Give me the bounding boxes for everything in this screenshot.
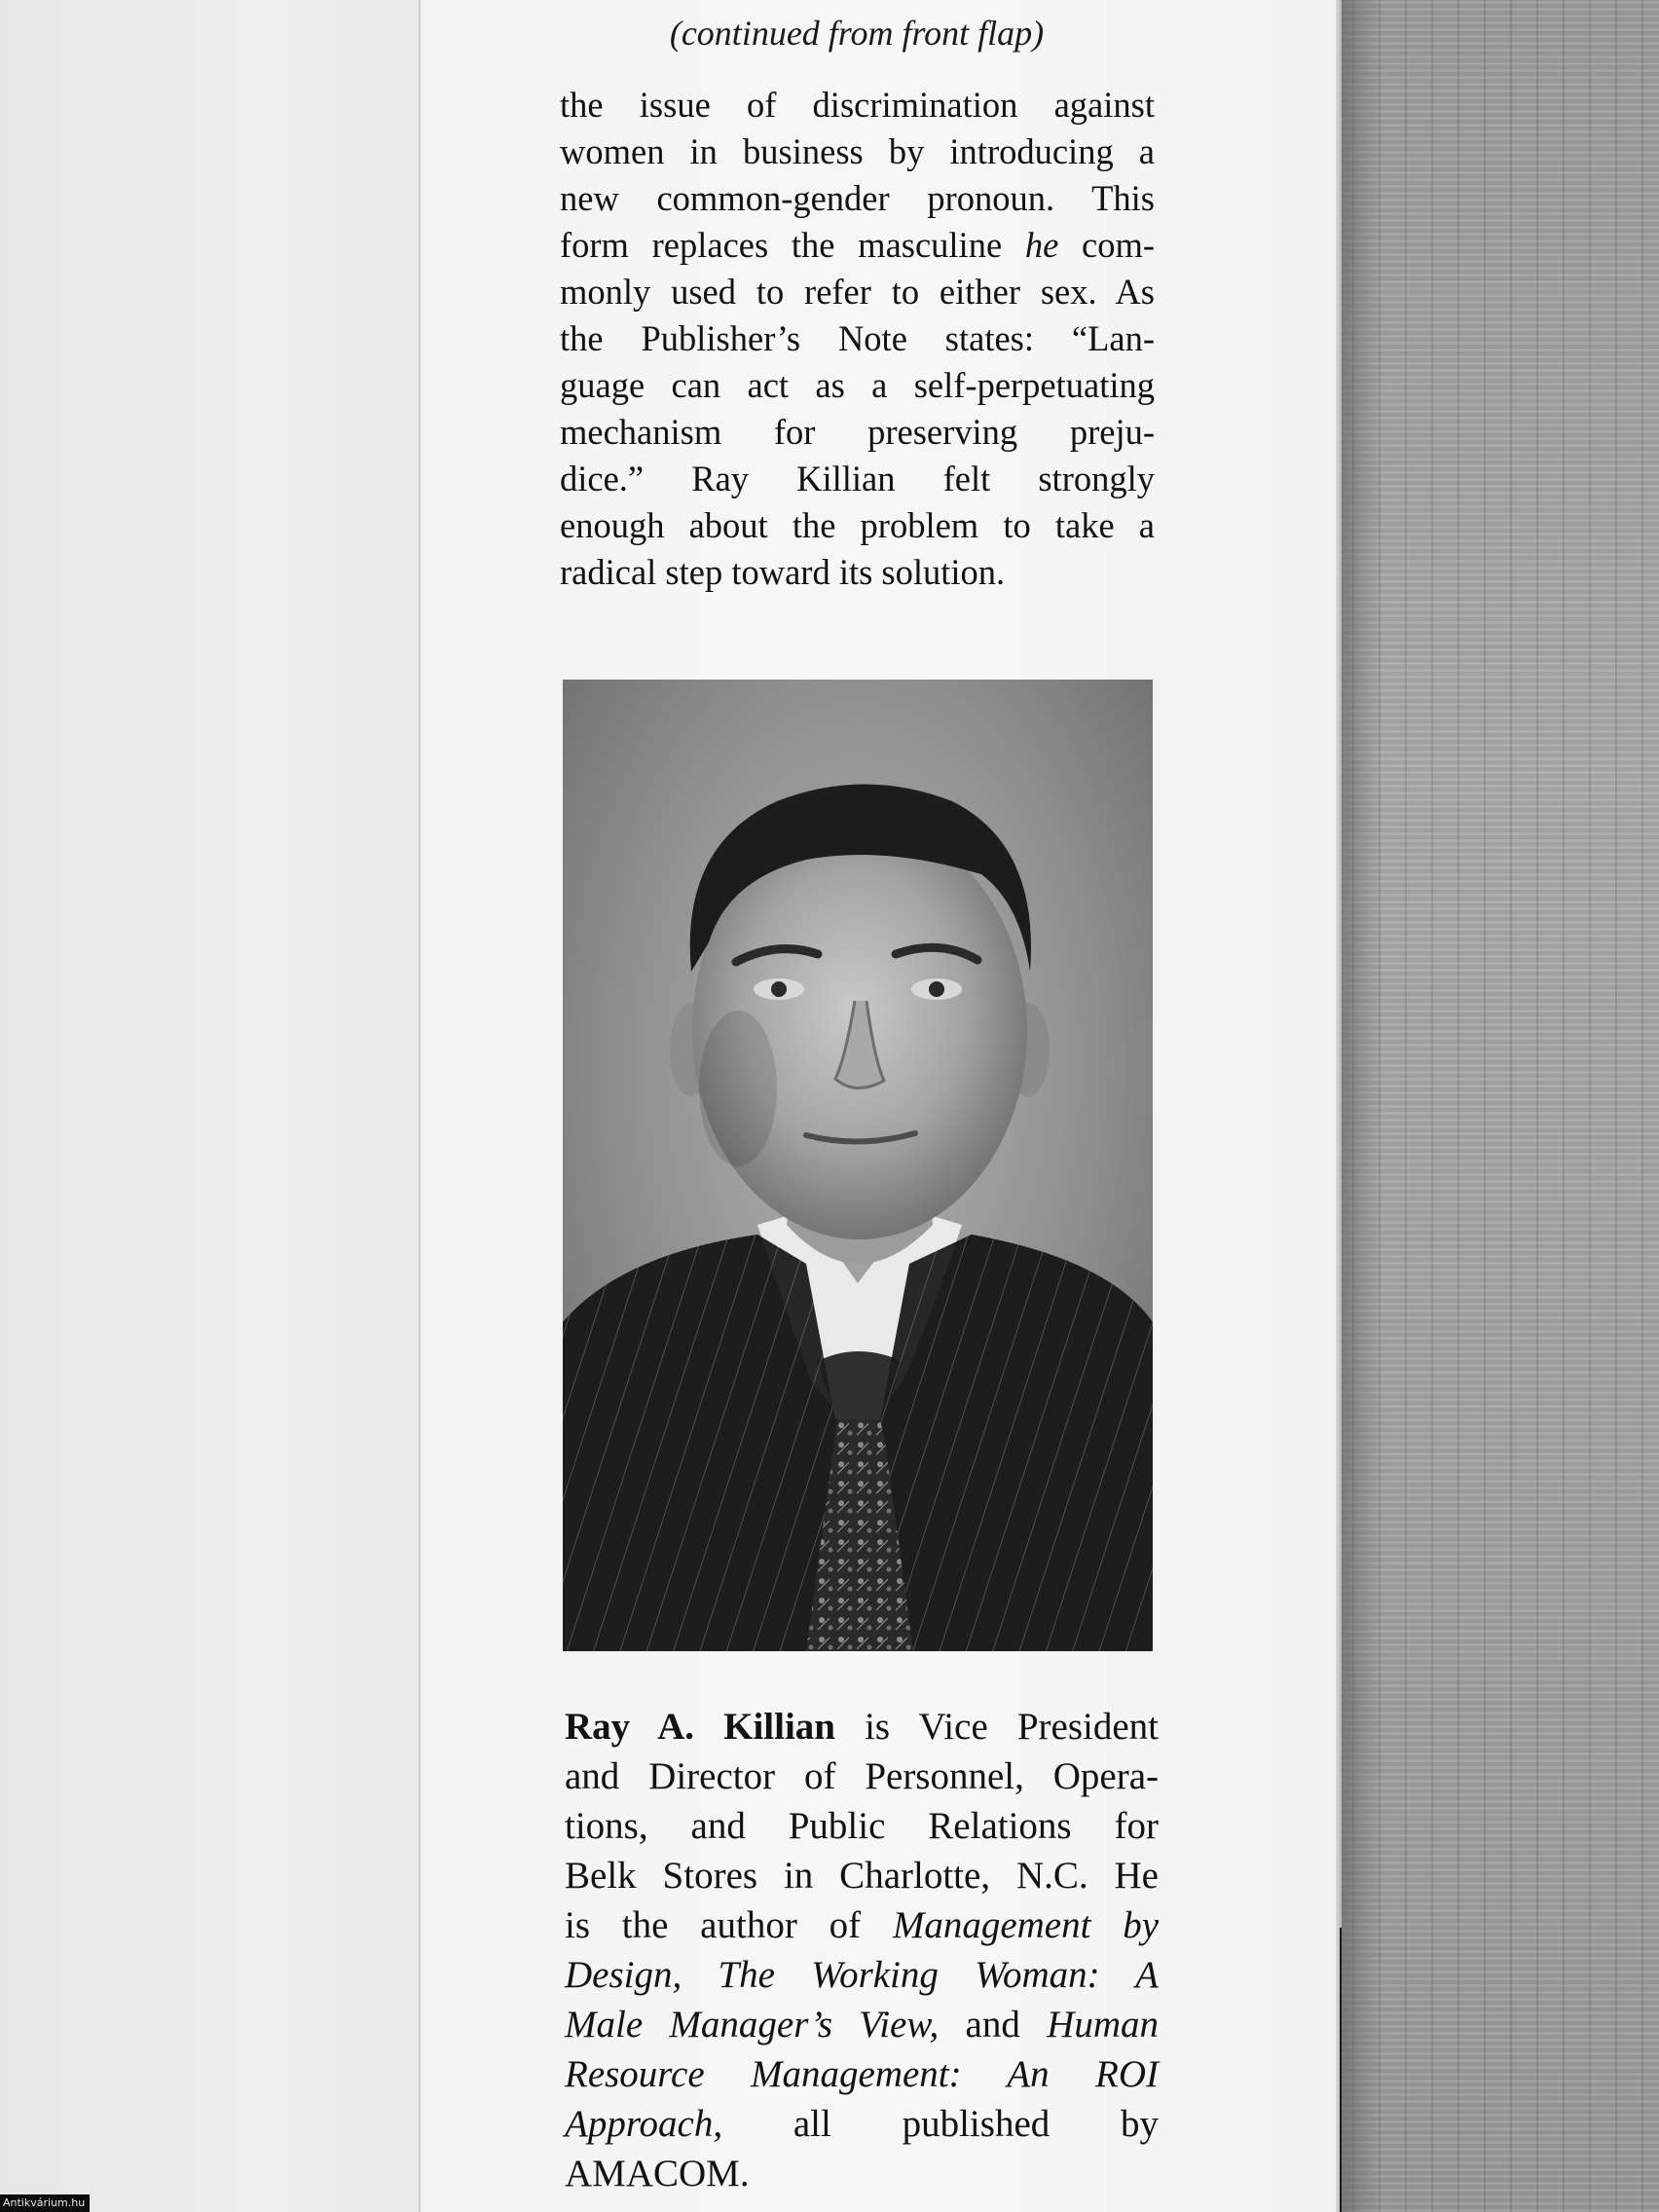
bio-text: is Vice President: [834, 1706, 1159, 1748]
intro-line: [560, 222, 1155, 269]
cover-board-texture: [1342, 0, 1659, 2212]
intro-line: monly used to refer to either sex. As: [560, 272, 1155, 312]
book-title: Male Manager’s View,: [565, 2004, 940, 2046]
emphasis-word: he: [1024, 225, 1059, 265]
intro-line: guage can act as a self-perpetuating: [560, 365, 1155, 405]
bio-text: all published by: [722, 2103, 1159, 2145]
intro-line: dice.” Ray Killian felt strongly: [560, 459, 1155, 498]
portrait-illustration: [563, 680, 1153, 1651]
intro-line: women in business by introducing a: [560, 131, 1155, 171]
bio-line: [565, 2099, 1159, 2149]
bio-text: is the author of: [565, 1904, 893, 1946]
intro-text: com-: [1058, 225, 1156, 265]
bio-line: tions, and Public Relations for: [565, 1805, 1159, 1847]
bio-line: AMACOM.: [565, 2153, 750, 2194]
bio-line: [565, 2000, 1159, 2049]
continued-label: (continued from front flap): [669, 14, 1045, 53]
author-portrait: [563, 680, 1153, 1651]
intro-line: new common-gender pronoun. This: [560, 178, 1155, 218]
intro-text: form replaces the masculine: [560, 225, 1025, 265]
bio-line: Belk Stores in Charlotte, N.C. He: [565, 1855, 1159, 1897]
bio-line: Design, The Working Woman: A: [565, 1954, 1159, 1996]
book-title: Management by: [892, 1904, 1160, 1946]
intro-line: enough about the problem to take a: [560, 505, 1155, 545]
left-endpaper: [0, 0, 421, 2212]
book-title: Approach,: [565, 2103, 723, 2145]
bio-line: [565, 1702, 1159, 1751]
intro-line: radical step toward its solution.: [560, 552, 1006, 592]
author-name: Ray A. Killian: [565, 1706, 835, 1748]
bio-line: and Director of Personnel, Opera-: [565, 1755, 1159, 1797]
watermark-badge: Antikvárium.hu: [0, 2194, 90, 2212]
book-title: Human: [1047, 2004, 1160, 2046]
bio-line: Resource Management: An ROI: [565, 2053, 1159, 2095]
bio-line: [565, 1900, 1159, 1950]
cover-board-shadow: [1342, 0, 1381, 2212]
intro-line: the Publisher’s Note states: “Lan-: [560, 318, 1155, 358]
bio-text: and: [939, 2004, 1048, 2046]
intro-line: the issue of discrimination against: [560, 85, 1155, 125]
intro-line: mechanism for preserving preju-: [560, 412, 1155, 452]
